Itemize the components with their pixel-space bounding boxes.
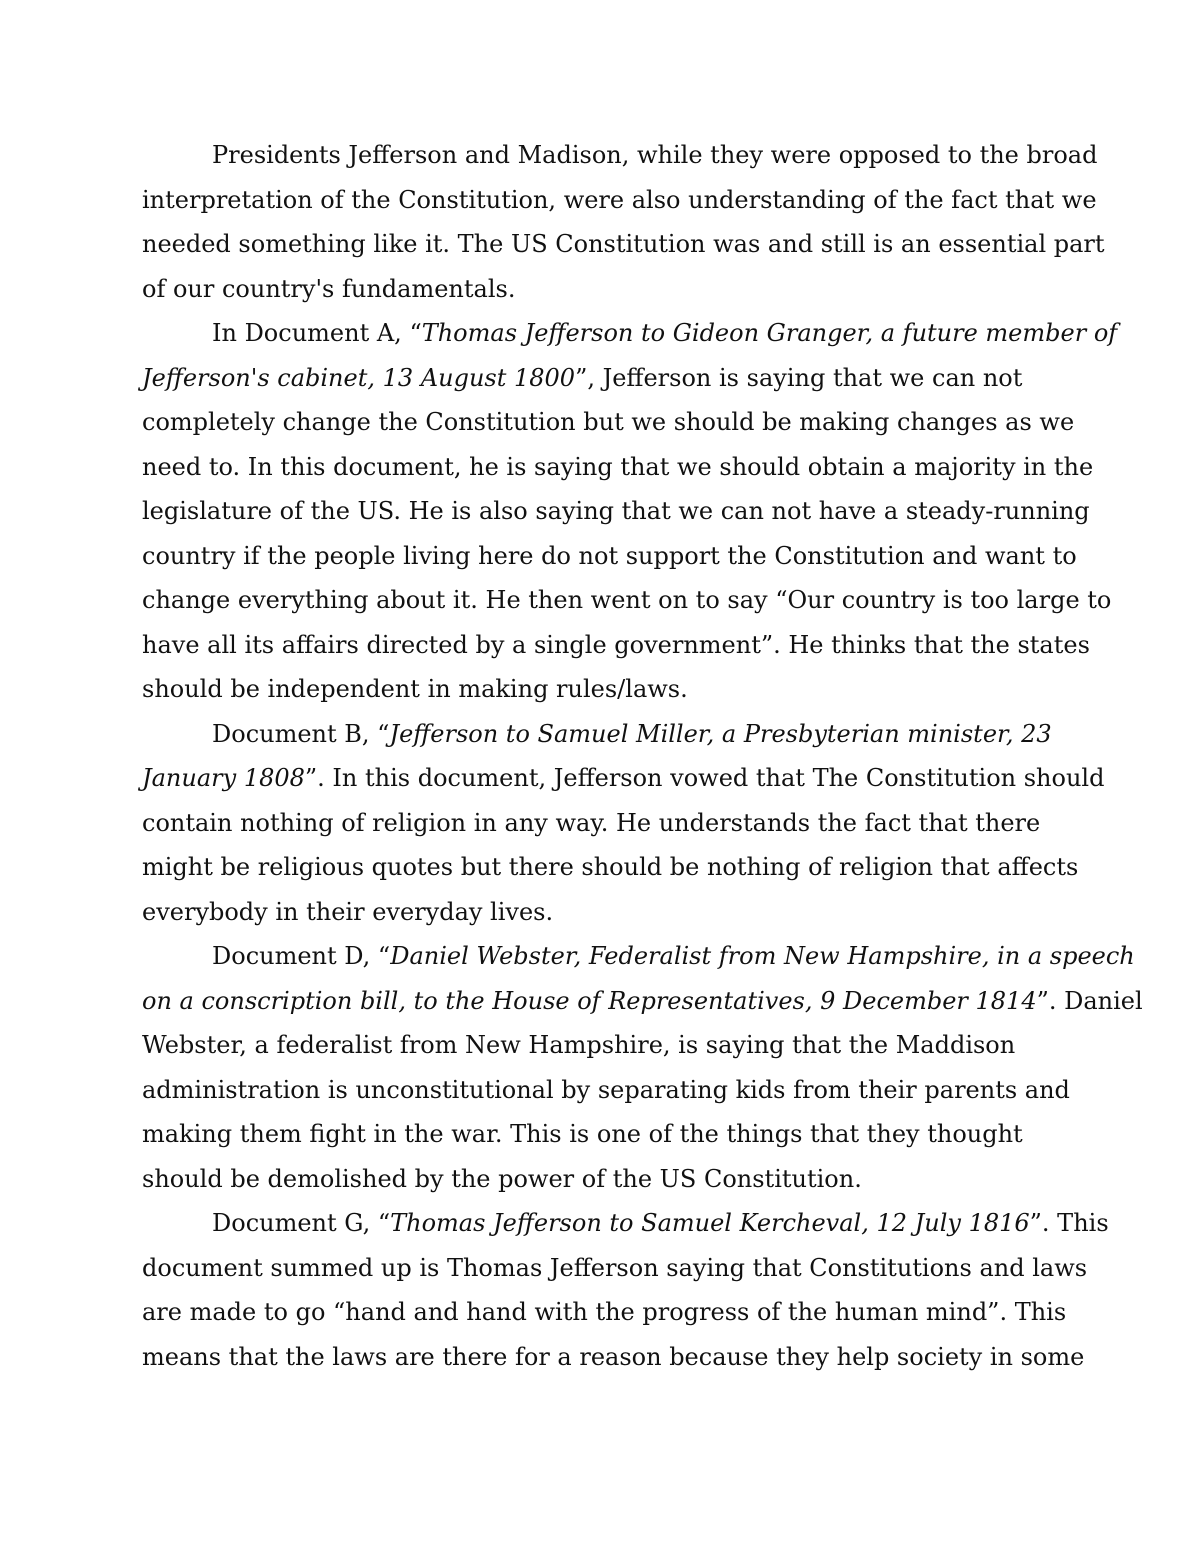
text-segment: Document G, “ bbox=[212, 1209, 391, 1237]
text-segment: ”. This bbox=[1029, 1209, 1109, 1237]
essay-body bbox=[142, 133, 1143, 1379]
paragraph bbox=[142, 311, 1118, 712]
paragraph bbox=[142, 133, 1105, 311]
text-line bbox=[142, 1335, 1085, 1380]
text-segment: making them fight in the war. This is one of the things that they thought bbox=[142, 1120, 1023, 1148]
text-line bbox=[142, 267, 1062, 312]
document-citation: Jefferson to Samuel Miller, a Presbyterian minister, 23 bbox=[389, 719, 1052, 748]
text-line bbox=[142, 623, 1090, 668]
text-segment: In Document A, “ bbox=[212, 319, 422, 347]
text-segment: needed something like it. The US Constitution was and still is an essential part bbox=[142, 230, 1105, 258]
text-segment: ”, Jefferson is saying that we can not bbox=[575, 363, 1023, 392]
text-line bbox=[142, 1201, 1109, 1246]
text-segment: should be demolished by the power of the US Constitution. bbox=[142, 1164, 862, 1193]
text-segment: document summed up is Thomas Jefferson saying that Constitutions and laws bbox=[142, 1253, 1088, 1282]
text-segment: means that the laws are there for a reason because they help society in some bbox=[142, 1342, 1085, 1371]
text-line bbox=[142, 1023, 1062, 1068]
text-line bbox=[142, 1068, 1070, 1113]
text-line bbox=[142, 890, 1062, 935]
document-citation: Daniel Webster, Federalist from New Hampshire, in a speech bbox=[390, 942, 1135, 970]
text-segment: contain nothing of religion in any way. He understands the fact that there bbox=[142, 808, 1041, 837]
paragraph bbox=[142, 934, 1143, 1201]
text-segment: of our country's fundamentals. bbox=[142, 274, 516, 303]
text-line bbox=[142, 311, 1118, 356]
text-segment: Presidents Jefferson and Madison, while they were opposed to the broad bbox=[212, 141, 1098, 169]
text-segment: need to. In this document, he is saying that we should obtain a majority in the bbox=[142, 452, 1094, 481]
text-segment: have all its affairs directed by a single government”. He thinks that the states bbox=[142, 630, 1090, 659]
document-citation: on a conscription bill, to the House of Representatives, 9 December 1814 bbox=[142, 986, 1037, 1015]
text-line bbox=[142, 934, 1135, 979]
text-segment: completely change the Constitution but we should be making changes as we bbox=[142, 408, 1075, 436]
text-segment: Webster, a federalist from New Hampshire, is saying that the Maddison bbox=[142, 1031, 1016, 1059]
text-segment: ”. Daniel bbox=[1036, 986, 1143, 1015]
text-line bbox=[142, 979, 1143, 1024]
text-line bbox=[142, 845, 1079, 890]
text-segment: ”. In this document, Jefferson vowed that The Constitution should bbox=[304, 764, 1105, 792]
paragraph bbox=[142, 1201, 1109, 1379]
text-line bbox=[142, 1157, 1062, 1202]
text-line bbox=[142, 133, 1098, 178]
text-line bbox=[142, 356, 1062, 401]
text-line bbox=[142, 667, 1062, 712]
text-segment: change everything about it. He then went on to say “Our country is too large to bbox=[142, 586, 1112, 614]
text-segment: Document D, “ bbox=[212, 942, 391, 970]
text-segment: legislature of the US. He is also saying that we can not have a steady-running bbox=[142, 497, 1090, 525]
text-segment: might be religious quotes but there should be nothing of religion that affects bbox=[142, 853, 1079, 881]
text-segment: should be independent in making rules/laws. bbox=[142, 675, 688, 703]
text-line bbox=[142, 712, 1062, 757]
text-line bbox=[142, 178, 1097, 223]
document-citation: January 1808 bbox=[142, 764, 305, 792]
text-line bbox=[142, 801, 1062, 846]
text-line bbox=[142, 756, 1105, 801]
text-line bbox=[142, 445, 1094, 490]
document-citation: Thomas Jefferson to Samuel Kercheval, 12 July 1816 bbox=[390, 1209, 1030, 1237]
text-line bbox=[142, 1112, 1062, 1157]
paragraph bbox=[142, 712, 1105, 935]
text-line bbox=[142, 534, 1077, 579]
text-segment: everybody in their everyday lives. bbox=[142, 897, 554, 926]
text-line bbox=[142, 1246, 1088, 1291]
text-segment: interpretation of the Constitution, were also understanding of the fact that we bbox=[142, 185, 1097, 214]
text-line bbox=[142, 489, 1090, 534]
text-segment: are made to go “hand and hand with the progress of the human mind”. This bbox=[142, 1298, 1067, 1326]
text-line bbox=[142, 222, 1105, 267]
text-line bbox=[142, 578, 1112, 623]
text-segment: Document B, “ bbox=[212, 719, 390, 748]
text-line bbox=[142, 400, 1075, 445]
document-citation: Jefferson's cabinet, 13 August 1800 bbox=[142, 363, 576, 392]
document-citation: Thomas Jefferson to Gideon Granger, a future member of bbox=[421, 319, 1118, 347]
text-line bbox=[142, 1290, 1067, 1335]
text-segment: country if the people living here do not support the Constitution and want to bbox=[142, 541, 1077, 570]
text-segment: administration is unconstitutional by separating kids from their parents and bbox=[142, 1075, 1070, 1104]
